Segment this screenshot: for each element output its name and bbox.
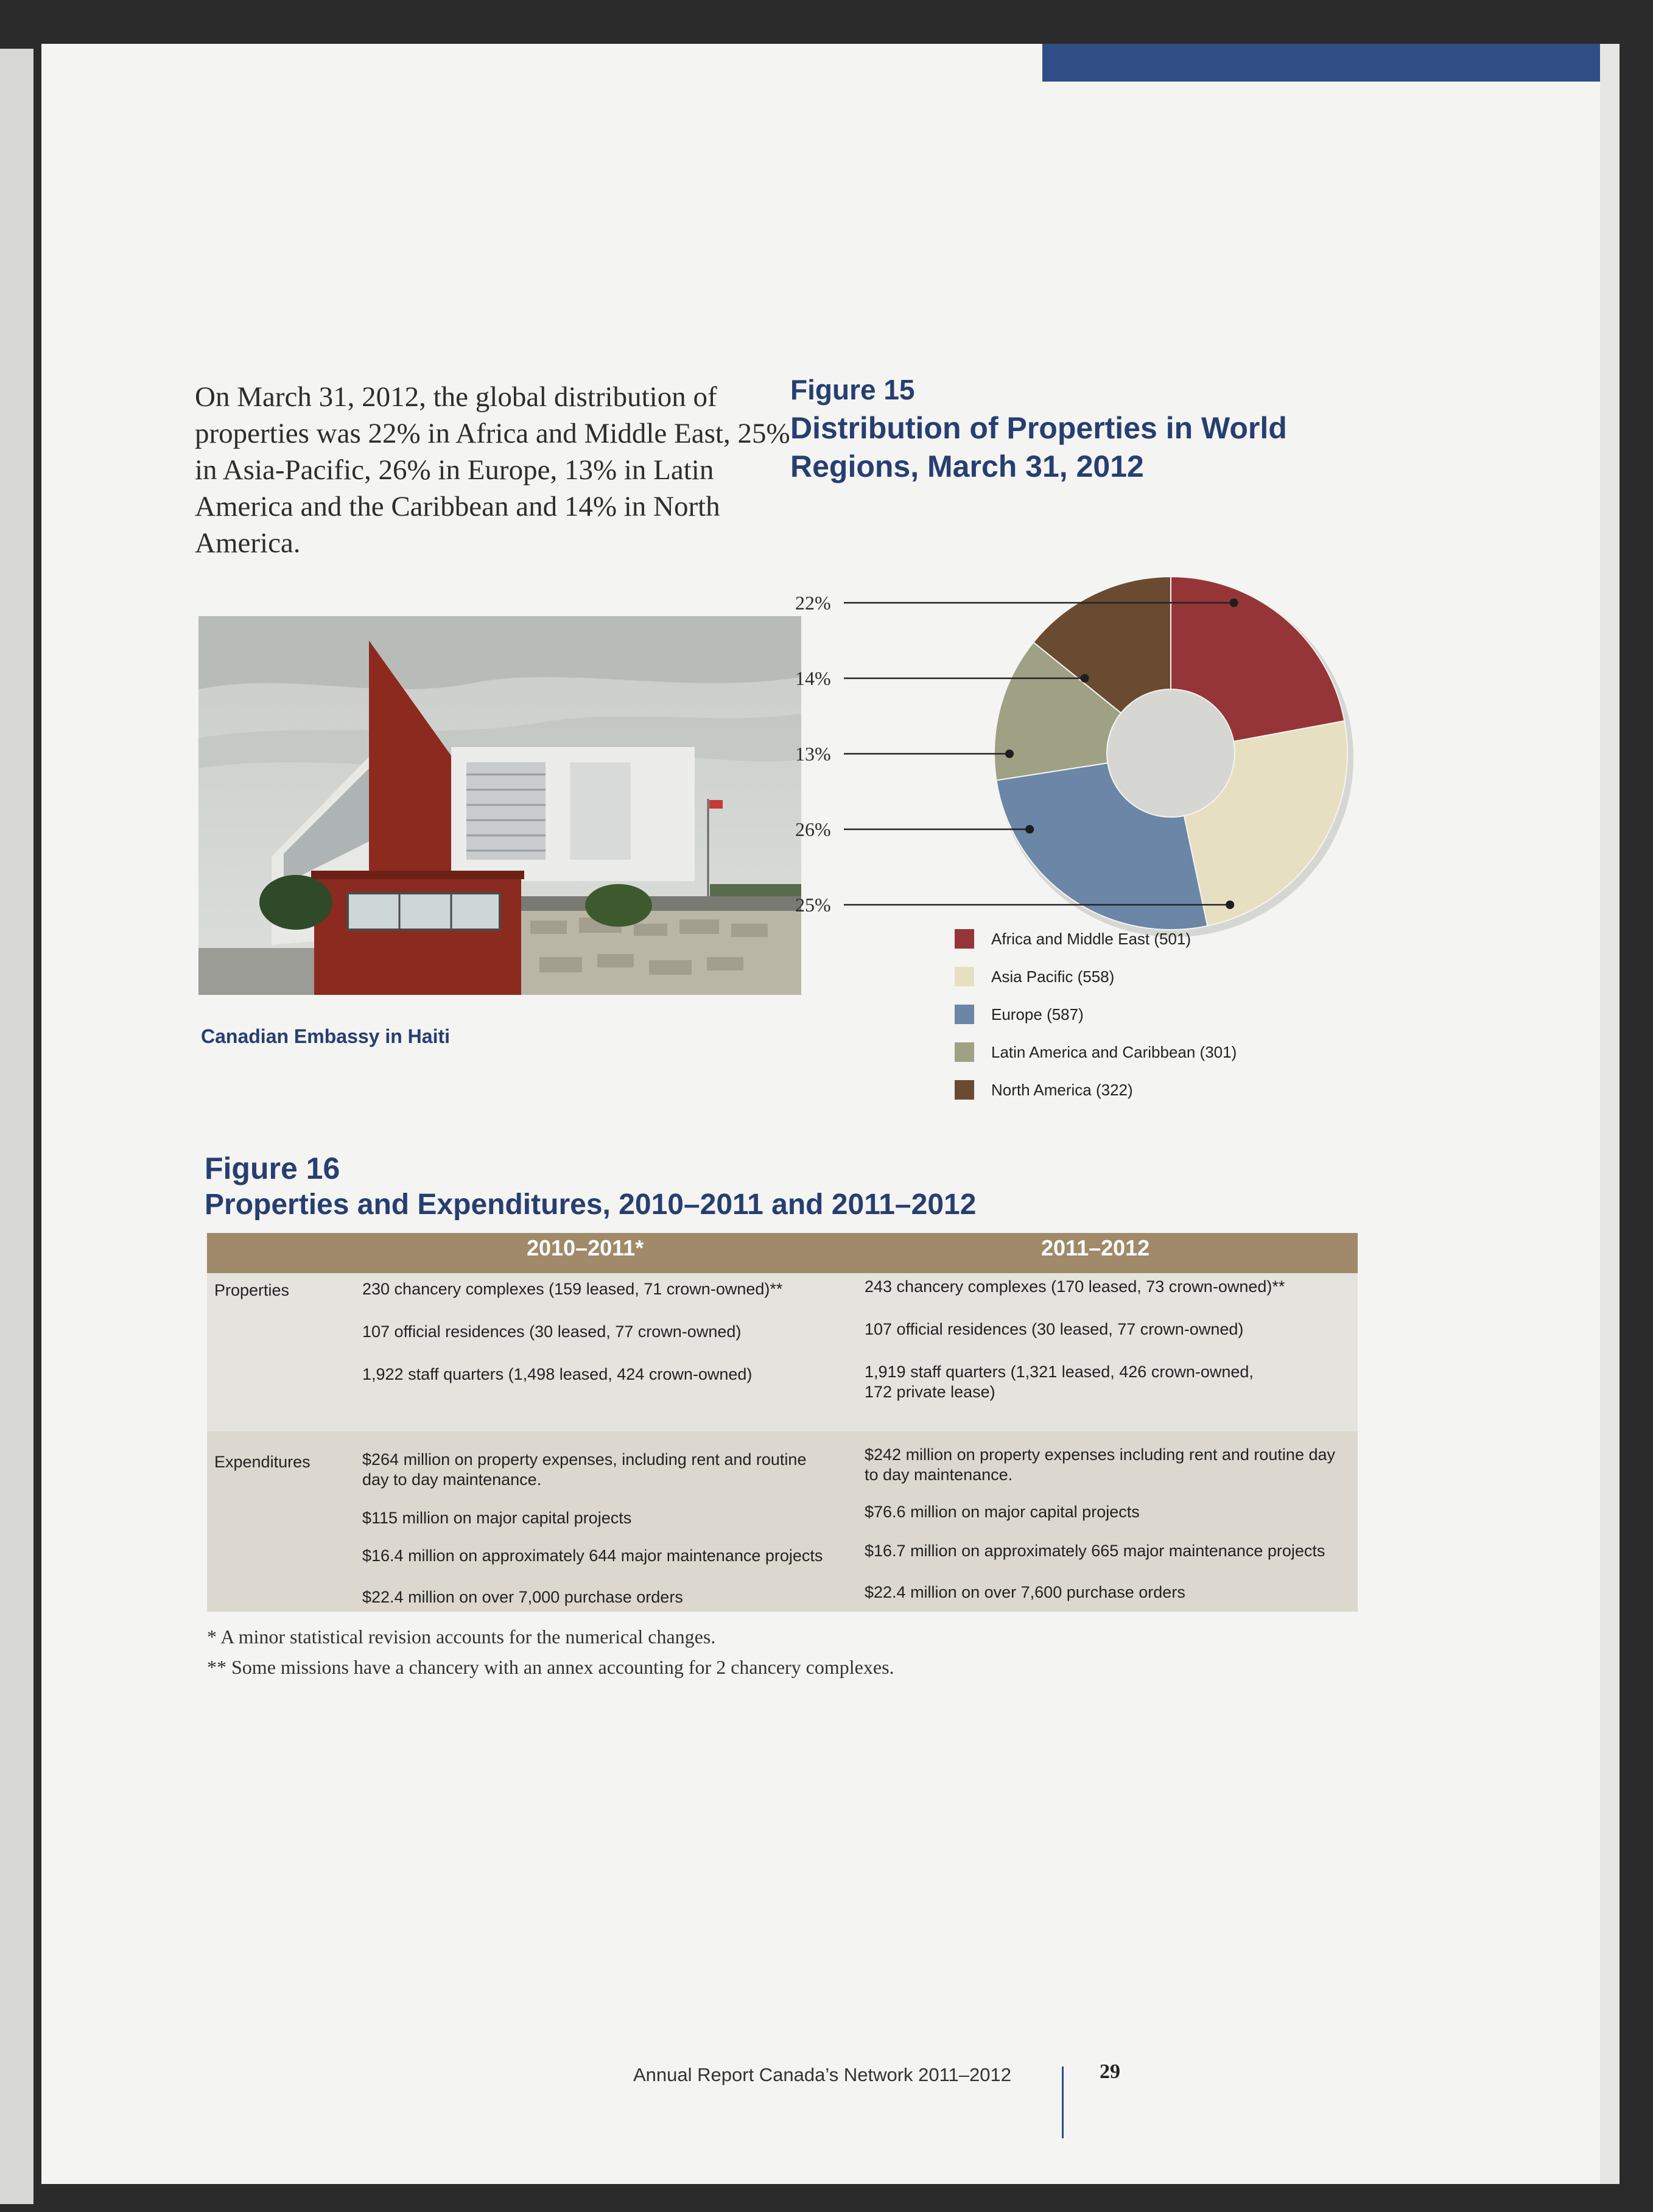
- legend-swatch: [955, 967, 974, 986]
- table-header-row: [207, 1233, 1358, 1273]
- cell-value: $22.4 million on over 7,600 purchase orders: [865, 1583, 1185, 1601]
- cell-value: 107 official residences (30 leased, 77 crown-owned): [865, 1320, 1244, 1338]
- embassy-photo: [198, 616, 801, 995]
- percent-label: 22%: [795, 592, 831, 614]
- column-header-2011-2012: 2011–2012: [1041, 1235, 1150, 1260]
- percent-label: 14%: [795, 667, 831, 689]
- footer-divider: [1062, 2066, 1064, 2138]
- table-row: [207, 1431, 1358, 1612]
- figure-15-title: Distribution of Properties in World Regions, March 31, 2012: [790, 411, 1287, 483]
- percent-label: 13%: [795, 743, 831, 765]
- footnote: * A minor statistical revision accounts for the numerical changes.: [207, 1626, 716, 1648]
- footnote: ** Some missions have a chancery with an annex accounting for 2 chancery complexes.: [207, 1656, 894, 1678]
- pie-chart: [790, 531, 1436, 969]
- legend-label: North America (322): [991, 1080, 1133, 1099]
- figure-15-label: Figure 15: [790, 374, 915, 406]
- footer-report-title: Annual Report Canada’s Network 2011–2012: [633, 2064, 1011, 2085]
- legend-item: [955, 1040, 1237, 1064]
- facing-page-edge: [0, 49, 33, 2204]
- legend-label: Latin America and Caribbean (301): [991, 1042, 1237, 1061]
- properties-table: [207, 1233, 1358, 1612]
- cell-value: $76.6 million on major capital projects: [865, 1503, 1140, 1521]
- legend-item: [955, 927, 1191, 951]
- legend-swatch: [955, 929, 974, 949]
- row-label-properties: Properties: [214, 1281, 290, 1299]
- cell-value: 243 chancery complexes (170 leased, 73 crown-owned)**: [865, 1277, 1285, 1296]
- percent-label: 26%: [795, 818, 831, 840]
- legend-label: Africa and Middle East (501): [991, 929, 1191, 948]
- cell-value: 230 chancery complexes (159 leased, 71 crown-owned)**: [362, 1280, 783, 1298]
- cell-value: $16.7 million on approximately 665 major maintenance projects: [865, 1542, 1325, 1560]
- callout-dot: [1005, 750, 1014, 758]
- figure-16-title: Properties and Expenditures, 2010–2011 and 2011–2012: [205, 1189, 977, 1221]
- percent-label: 25%: [795, 894, 831, 916]
- header-color-bar: [1042, 44, 1620, 82]
- donut-chart-svg: [790, 531, 1436, 969]
- legend-label: Asia Pacific (558): [991, 967, 1115, 986]
- legend-label: Europe (587): [991, 1005, 1084, 1023]
- cell-value: $115 million on major capital projects: [362, 1509, 632, 1527]
- callout-dot: [1226, 901, 1234, 909]
- callout-dot: [1025, 825, 1034, 834]
- legend-swatch: [955, 1080, 974, 1100]
- cell-value: 1,922 staff quarters (1,498 leased, 424 crown-owned): [362, 1365, 753, 1383]
- column-header-2010-2011: 2010–2011*: [527, 1235, 644, 1260]
- cell-value: $16.4 million on approximately 644 major maintenance projects: [362, 1547, 823, 1565]
- table-row: [207, 1273, 1358, 1431]
- cell-value: $22.4 million on over 7,000 purchase orders: [362, 1588, 683, 1606]
- page-edge: [1600, 44, 1620, 2184]
- legend-item: [955, 1078, 1133, 1102]
- page-number: 29: [1100, 2060, 1120, 2083]
- report-page: [41, 44, 1600, 2184]
- legend-swatch: [955, 1042, 974, 1062]
- cell-value: 1,919 staff quarters (1,321 leased, 426 crown-owned, 172 private lease): [865, 1363, 1254, 1401]
- cell-value: 107 official residences (30 leased, 77 crown-owned): [362, 1322, 742, 1341]
- figure-16-label: Figure 16: [205, 1151, 340, 1185]
- photo-caption: Canadian Embassy in Haiti: [201, 1025, 451, 1047]
- legend-swatch: [955, 1005, 974, 1024]
- callout-dot: [1081, 674, 1089, 683]
- legend-item: [955, 964, 1114, 989]
- cell-value: $264 million on property expenses, including rent and routine day to day maintenance.: [362, 1450, 807, 1489]
- legend-item: [955, 1002, 1084, 1027]
- row-label-expenditures: Expenditures: [214, 1453, 311, 1471]
- callout-dot: [1230, 599, 1238, 607]
- cell-value: $242 million on property expenses including rent and routine day to day maintenance.: [865, 1445, 1335, 1484]
- intro-paragraph: On March 31, 2012, the global distribution of properties was 22% in Africa and Middle East, 25% in Asia-Pacific, 26% in Europe, 13% in Latin America and the Caribbean and 14% in North America.: [195, 381, 790, 559]
